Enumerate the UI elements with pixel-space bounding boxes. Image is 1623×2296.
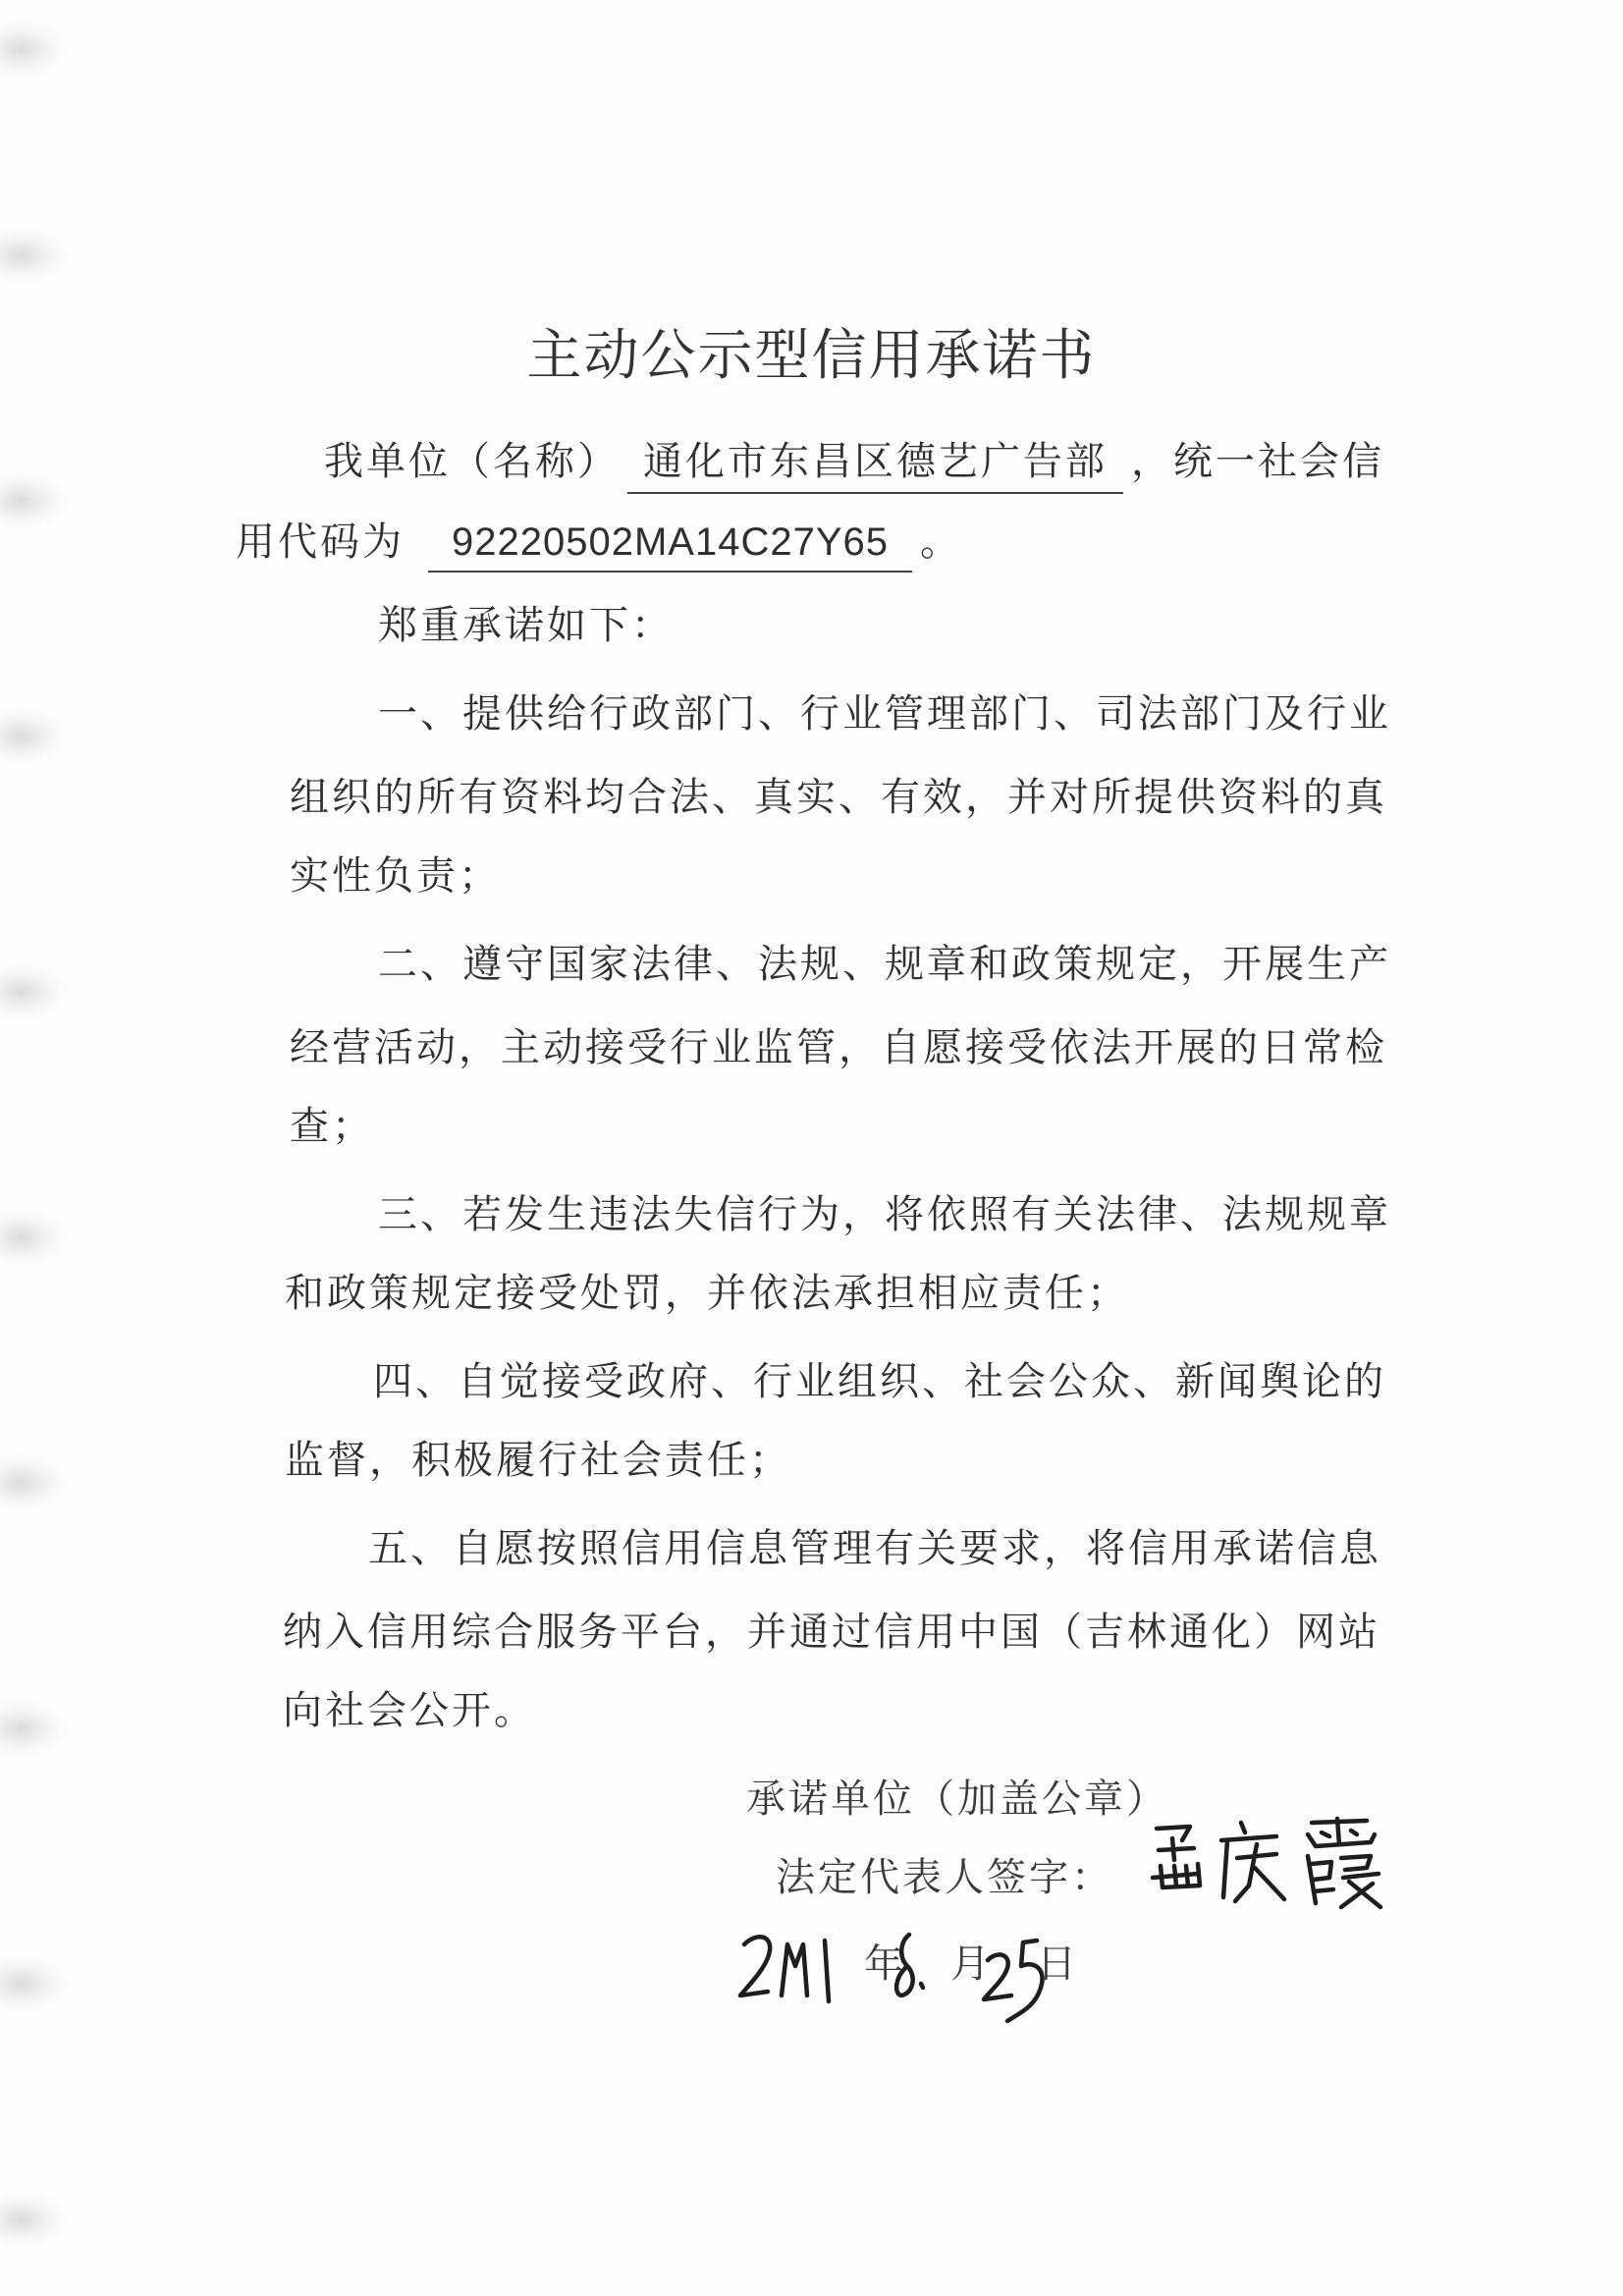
pledge-line: 实性负责； <box>290 853 501 899</box>
pledge-line: 四、自觉接受政府、行业组织、社会公众、新闻舆论的 <box>373 1359 1386 1404</box>
intro-prefix: 我单位（名称） <box>324 439 620 484</box>
code-prefix: 用代码为 <box>236 519 405 565</box>
scan-speck <box>0 2190 69 2249</box>
scan-speck <box>0 1208 69 1267</box>
handwritten-date <box>727 1905 1100 2023</box>
scan-speck <box>0 1954 69 2013</box>
pledge-line: 和政策规定接受处罚，并依法承担相应责任； <box>285 1271 1129 1316</box>
pledge-line: 向社会公开。 <box>283 1688 536 1733</box>
pledge-line: 一、提供给行政部门、行业管理部门、司法部门及行业 <box>378 691 1391 737</box>
pledge-line: 查； <box>290 1104 374 1149</box>
intro-middle: ，统一社会信 <box>1131 439 1384 484</box>
legal-rep-label: 法定代表人签字： <box>776 1855 1113 1900</box>
pledge-line: 三、若发生违法失信行为，将依照有关法律、法规规章 <box>378 1192 1391 1237</box>
scan-speck <box>0 1699 69 1758</box>
pledge-line: 五、自愿按照信用信息管理有关要求，将信用承诺信息 <box>368 1526 1381 1571</box>
scan-speck <box>0 707 69 766</box>
pledge-line: 二、遵守国家法律、法规、规章和政策规定，开展生产 <box>378 942 1391 987</box>
intro-line <box>324 430 1384 494</box>
scan-speck <box>0 471 69 530</box>
scan-speck <box>0 962 69 1021</box>
scan-speck <box>0 20 69 79</box>
unit-seal-label: 承诺单位（加盖公章） <box>746 1777 1168 1822</box>
date-year-label: 年 <box>864 1941 903 1987</box>
unit-name-field: 通化市东昌区德艺广告部 <box>627 430 1123 494</box>
date-day-label: 日 <box>1037 1941 1076 1987</box>
document-title: 主动公示型信用承诺书 <box>526 324 1097 388</box>
credit-code-line <box>236 511 962 573</box>
pledge-line: 组织的所有资料均合法、真实、有效，并对所提供资料的真 <box>290 775 1387 820</box>
pledge-heading: 郑重承诺如下： <box>378 603 674 648</box>
date-month-label: 月 <box>950 1941 990 1987</box>
pledge-line: 监督，积极履行社会责任； <box>285 1438 791 1483</box>
pledge-line: 纳入信用综合服务平台，并通过信用中国（吉林通化）网站 <box>283 1610 1380 1655</box>
credit-code-field: 92220502MA14C27Y65 <box>428 520 912 573</box>
scan-speck <box>0 1453 69 1512</box>
code-suffix: 。 <box>920 519 963 565</box>
handwritten-signature <box>1139 1809 1394 1917</box>
pledge-line: 经营活动，主动接受行业监管，自愿接受依法开展的日常检 <box>290 1025 1387 1070</box>
scan-speck <box>0 226 69 285</box>
